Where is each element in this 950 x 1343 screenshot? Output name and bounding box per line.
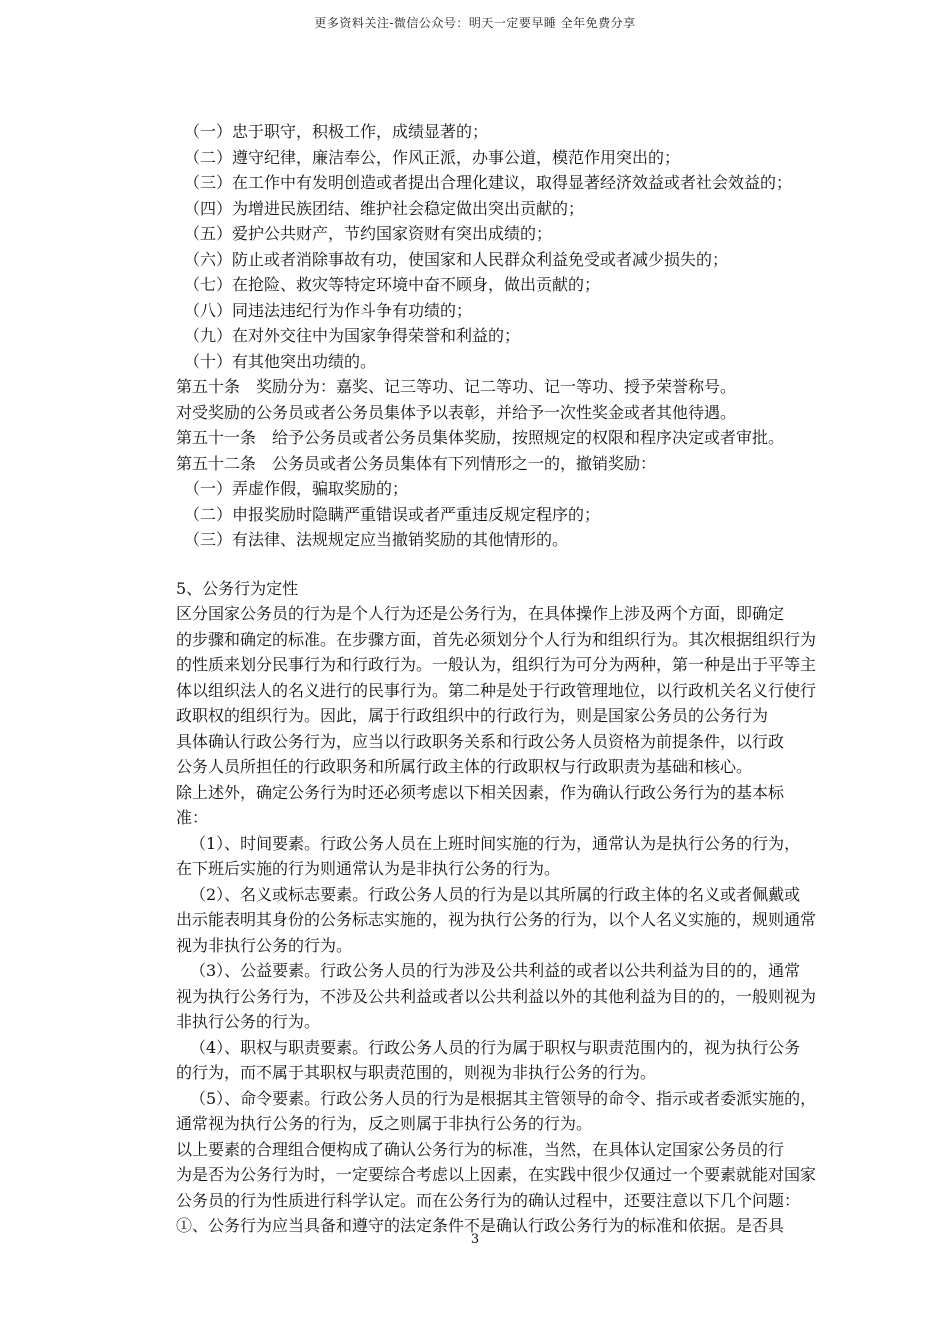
text-line: 视为执行公务行为，不涉及公共利益或者以公共利益以外的其他利益为目的的，一般则视为 [176,986,817,1006]
list-item: （八）同违法违纪行为作斗争有功绩的； [184,300,473,320]
article-52: 第五十二条 公务员或者公务员集体有下列情形之一的，撤销奖励： [176,453,657,473]
page-content [176,119,816,1239]
paragraph-1 [176,601,816,729]
text-line: （1）、时间要素。行政公务人员在上班时间实施的行为，通常认为是执行公务的行为， [190,833,801,853]
text-line: 除上述外，确定公务行为时还必须考虑以下相关因素，作为确认行政公务行为的基本标 [176,782,785,802]
text-line: 公务员的行为性质进行科学认定。而在公务行为的确认过程中，还要注意以下几个问题： [176,1190,801,1210]
factor-public-interest [176,958,816,1035]
text-line: 的行为，而不属于其职权与职责范围的，则视为非执行公务的行为。 [176,1063,657,1082]
text-line: 在下班后实施的行为则通常认为是非执行公务的行为。 [176,859,561,878]
revocation-list [176,476,816,553]
factor-time [176,831,816,882]
text-line: 体以组织法人的名义进行的民事行为。第二种是处于行政管理地位，以行政机关名义行使行 [176,680,817,700]
text-line: （5）、命令要素。行政公务人员的行为是根据其主管领导的命令、指示或者委派实施的， [190,1088,817,1108]
factor-name [176,882,816,959]
articles [176,374,816,476]
list-item: （九）在对外交往中为国家争得荣誉和利益的； [184,326,521,345]
text-line: 区分国家公务员的行为是个人行为还是公务行为，在具体操作上涉及两个方面，即确定 [176,604,785,623]
list-item: （四）为增进民族团结、维护社会稳定做出突出贡献的； [184,198,585,218]
text-line: ①、公务行为应当具备和遵守的法定条件不是确认行政公务行为的标准和依据。是否具 [176,1216,785,1235]
text-line: 通常视为执行公务的行为，反之则属于非执行公务的行为。 [176,1114,593,1133]
text-line: 非执行公务的行为。 [176,1012,321,1031]
list-item: （三）有法律、法规规定应当撤销奖励的其他情形的。 [184,530,569,549]
list-item: （一）弄虚作假，骗取奖励的； [184,479,409,498]
text-line: （3）、公益要素。行政公务人员的行为涉及公共利益的或者以公共利益为目的的，通常 [190,961,801,980]
paragraph-2 [176,729,816,780]
list-item: （二）遵守纪律，廉洁奉公，作风正派，办事公道，模范作用突出的； [184,147,681,167]
text-line: 出示能表明其身份的公务标志实施的，视为执行公务的行为，以个人名义实施的，规则通常 [176,910,817,929]
text-line: （2）、名义或标志要素。行政公务人员的行为是以其所属的行政主体的名义或者佩戴或 [190,884,801,904]
list-item: （六）防止或者消除事故有功，使国家和人民群众利益免受或者减少损失的； [184,249,729,269]
list-item: （一）忠于职守，积极工作，成绩显著的； [184,122,489,141]
page-header: 更多资料关注-微信公众号：明天一定要早睡 全年免费分享 [314,16,636,30]
text-line: 的性质来划分民事行为和行政行为。一般认为，组织行为可分为两种，第一种是出于平等主 [176,655,817,674]
text-line: 公务人员所担任的行政职务和所属行政主体的行政职权与行政职责为基础和核心。 [176,757,753,776]
list-item: （二）申报奖励时隐瞒严重错误或者严重违反规定程序的； [184,504,601,524]
text-line: 为是否为公务行为时，一定要综合考虑以上因素，在实践中很少仅通过一个要素就能对国家 [176,1165,817,1184]
list-item: （十）有其他突出功绩的。 [184,351,377,371]
text-line: 政职权的组织行为。因此，属于行政组织中的行政行为，则是国家公务员的公务行为 [176,706,769,725]
page-number: 3 [470,1232,480,1247]
list-item: （七）在抢险、救灾等特定环境中奋不顾身，做出贡献的； [184,275,601,294]
factor-command [176,1086,816,1137]
paragraph-3 [176,780,816,831]
text-line: 具体确认行政公务行为，应当以行政职务关系和行政公务人员资格为前提条件，以行政 [176,731,785,751]
text-line: 的步骤和确定的标准。在步骤方面，首先必须划分个人行为和组织行为。其次根据组织行为 [176,629,817,649]
reward-conditions-list [176,119,816,374]
list-item: （三）在工作中有发明创造或者提出合理化建议，取得显著经济效益或者社会效益的； [184,173,793,192]
article-50: 第五十条 奖励分为：嘉奖、记三等功、记二等功、记一等功、授予荣誉称号。 [176,377,737,396]
section-heading: 5、公务行为定性 [176,578,299,598]
article-51: 第五十一条 给予公务员或者公务员集体奖励，按照规定的权限和程序决定或者审批。 [176,428,785,447]
text-line: （4）、职权与职责要素。行政公务人员的行为属于职权与职责范围内的，视为执行公务 [190,1037,801,1057]
text-line: 视为非执行公务的行为。 [176,935,353,955]
factor-authority [176,1035,816,1086]
text-line: 准： [176,808,209,827]
article-50-text: 对受奖励的公务员或者公务员集体予以表彰，并给予一次性奖金或者其他待遇。 [176,402,737,422]
list-item: （五）爱护公共财产，节约国家资财有突出成绩的； [184,224,553,243]
text-line: 以上要素的合理组合便构成了确认公务行为的标准，当然，在具体认定国家公务员的行 [176,1139,785,1159]
paragraph-4 [176,1137,816,1214]
